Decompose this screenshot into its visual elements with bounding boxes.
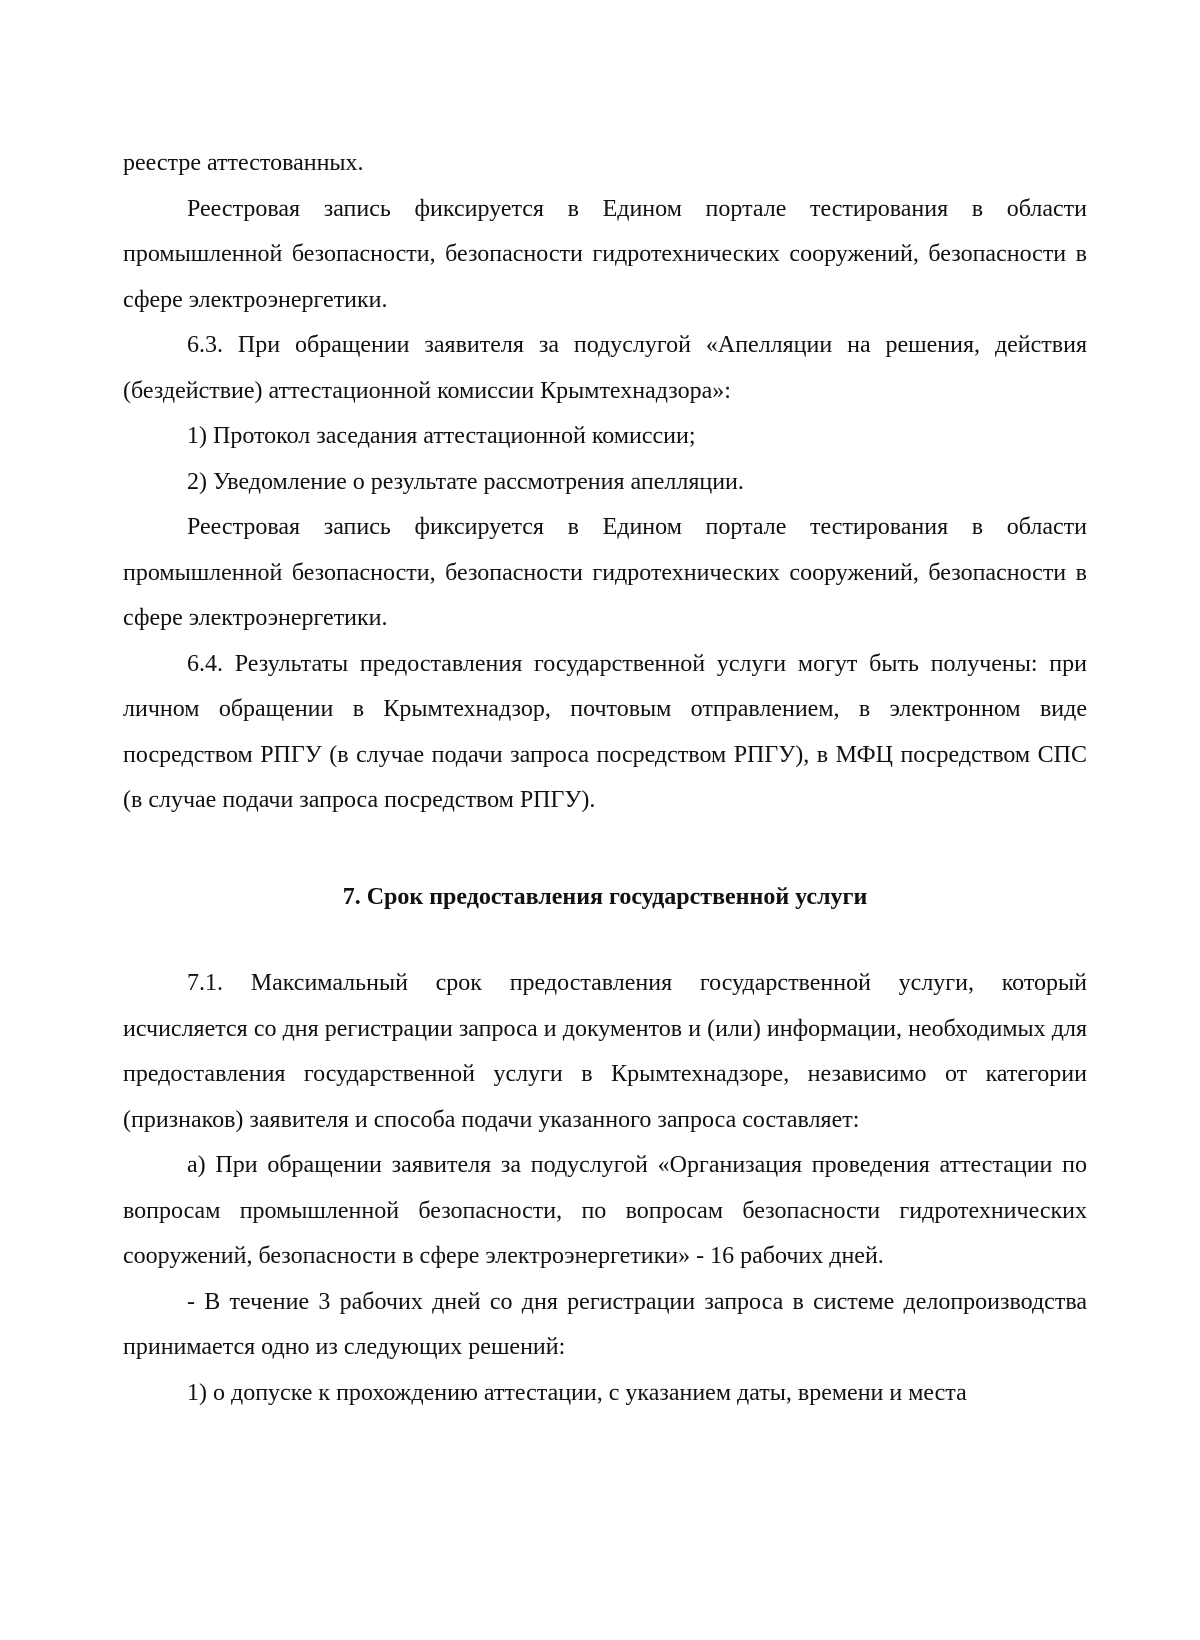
text-block-lower xyxy=(123,961,1087,1416)
list-item-protocol: 1) Протокол заседания аттестационной комиссии; xyxy=(187,423,696,449)
section-heading-7: 7. Срок предоставления государственной услуги xyxy=(342,884,868,910)
list-item-admission: 1) о допуске к прохождению аттестации, с указанием даты, времени и места xyxy=(187,1379,967,1406)
paragraph-item-a: а) При обращении заявителя за подуслугой «Организация проведения аттестации по вопросам промышленной безопасности, по вопросам безопасности гидротехнических сооружений, безопасности в сфере электроэнергетики» - 16 рабочих дней. xyxy=(123,1152,1087,1269)
text-block-upper xyxy=(123,141,1087,824)
paragraph-6-3: 6.3. При обращении заявителя за подуслугой «Апелляции на решения, действия (бездействие) аттестационной комиссии Крымтехнадзора»: xyxy=(123,332,1087,404)
paragraph-7-1: 7.1. Максимальный срок предоставления государственной услуги, который исчисляется со дня регистрации запроса и документов и (или) информации, необходимых для предоставления государственной услуги в Крымтехнадзоре, независимо от категории (признаков) заявителя и способа подачи указанного запроса составляет: xyxy=(123,970,1087,1133)
paragraph-6-4: 6.4. Результаты предоставления государственной услуги могут быть получены: при личном обращении в Крымтехнадзор, почтовым отправлением, в электронном виде посредством РПГУ (в случае подачи запроса посредством РПГУ), в МФЦ посредством СПС (в случае подачи запроса посредством РПГУ). xyxy=(123,650,1087,813)
paragraph-registry-record-1: Реестровая запись фиксируется в Едином портале тестирования в области промышленной безопасности, безопасности гидротехнических сооружений, безопасности в сфере электроэнергетики. xyxy=(123,195,1087,313)
paragraph-decision-term: - В течение 3 рабочих дней со дня регистрации запроса в системе делопроизводства принимается одно из следующих решений: xyxy=(123,1288,1087,1360)
list-item-notification: 2) Уведомление о результате рассмотрения апелляции. xyxy=(187,468,744,495)
paragraph-continuation: реестре аттестованных. xyxy=(123,150,364,176)
paragraph-registry-record-2: Реестровая запись фиксируется в Едином портале тестирования в области промышленной безопасности, безопасности гидротехнических сооружений, безопасности в сфере электроэнергетики. xyxy=(123,514,1087,631)
